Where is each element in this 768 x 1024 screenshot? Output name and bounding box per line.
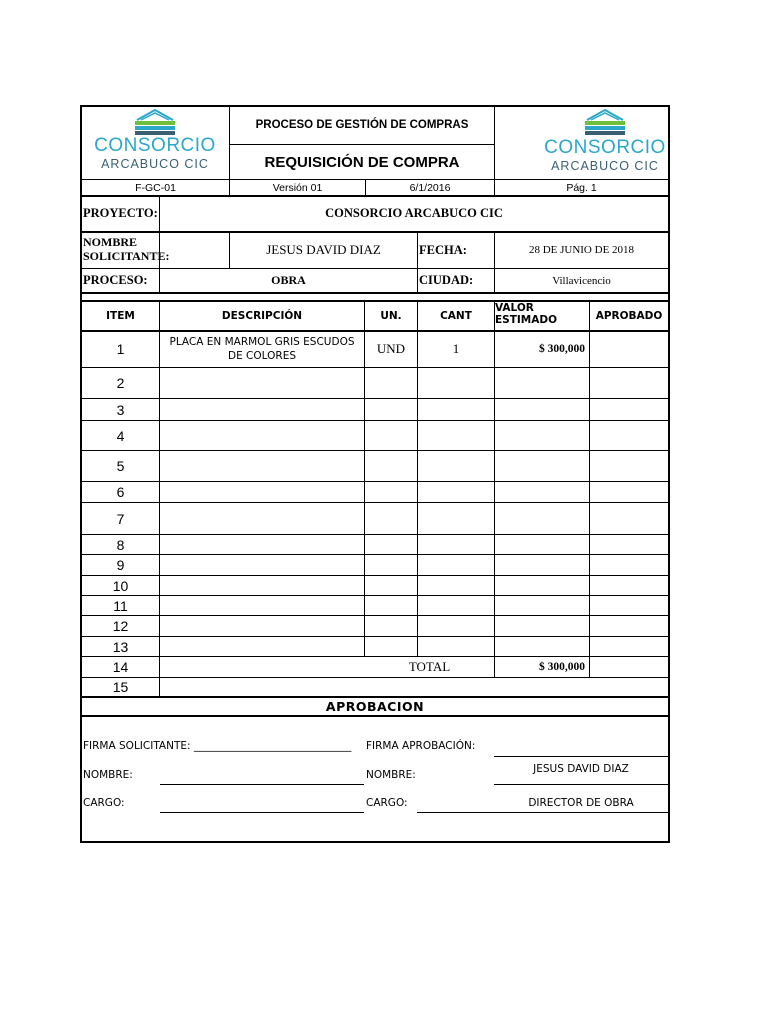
aprobador-cargo: DIRECTOR DE OBRA xyxy=(528,797,634,809)
fecha-value: 28 DE JUNIO DE 2018 xyxy=(528,244,635,256)
rule xyxy=(417,231,418,293)
table-row-descripcion xyxy=(160,335,364,367)
table-row-item: 6 xyxy=(116,484,125,500)
rule xyxy=(80,450,670,451)
table-row-item: 14 xyxy=(112,659,129,675)
rule xyxy=(80,398,670,399)
form-date: 6/1/2016 xyxy=(409,181,451,194)
approval-title: APROBACION xyxy=(325,698,425,714)
cargo-left-label: CARGO: xyxy=(83,797,125,809)
form-version: Versión 01 xyxy=(272,181,323,194)
nombre-left-label: NOMBRE: xyxy=(83,769,133,781)
nombre-label-line2: SOLICITANTE: xyxy=(83,249,170,263)
ciudad-value: Villavicencio xyxy=(552,274,611,287)
rule xyxy=(80,841,670,843)
firma-aprobacion-label: FIRMA APROBACIÓN: xyxy=(366,740,476,752)
table-row-un: UND xyxy=(376,341,406,356)
col-header-item: ITEM xyxy=(106,310,135,322)
table-row-item: 15 xyxy=(112,679,129,695)
proceso-label: PROCESO: xyxy=(83,273,148,287)
table-row-item: 1 xyxy=(116,341,125,357)
desc-line2: DE COLORES xyxy=(228,350,296,362)
page-number: Pág. 1 xyxy=(566,181,597,194)
table-row-item: 11 xyxy=(113,597,128,614)
rule xyxy=(80,554,670,555)
signature-line xyxy=(494,784,668,785)
nombre-label-line1: NOMBRE xyxy=(83,235,137,249)
proyecto-label: PROYECTO: xyxy=(83,206,158,220)
ciudad-label: CIUDAD: xyxy=(419,273,474,287)
rule xyxy=(80,534,670,535)
process-title: PROCESO DE GESTIÓN DE COMPRAS xyxy=(255,119,469,131)
logo-name-line1: CONSORCIO xyxy=(94,135,216,156)
desc-line1: PLACA EN MARMOL GRIS ESCUDOS xyxy=(169,336,355,348)
table-row-item: 2 xyxy=(116,375,125,391)
table-row-item: 3 xyxy=(116,401,125,418)
logo-name-line1: CONSORCIO xyxy=(544,137,666,158)
rule xyxy=(668,105,670,842)
rule xyxy=(80,636,670,637)
nombre-solicitante-label xyxy=(83,235,170,267)
table-row-item: 10 xyxy=(112,577,129,594)
valor-line2: ESTIMADO xyxy=(495,314,558,326)
col-header-aprobado: APROBADO xyxy=(595,310,663,322)
signature-line xyxy=(494,756,668,757)
valor-line1: VALOR xyxy=(495,302,534,314)
table-row-valor: $ 300,000 xyxy=(539,343,585,355)
table-row-item: 13 xyxy=(112,638,129,655)
rule xyxy=(80,367,670,368)
nombre-solicitante-value: JESUS DAVID DIAZ xyxy=(266,242,381,257)
table-row-item: 7 xyxy=(116,510,125,527)
rule xyxy=(159,677,160,696)
col-header-descripcion: DESCRIPCIÓN xyxy=(221,310,303,322)
logo-name-line2: ARCABUCO CIC xyxy=(551,159,659,173)
form-code: F-GC-01 xyxy=(135,181,176,194)
firma-solicitante-label: FIRMA SOLICITANTE: ______________________________ xyxy=(83,740,352,752)
table-row-cant: 1 xyxy=(452,341,460,356)
rule xyxy=(80,420,670,421)
signature-line xyxy=(160,784,364,785)
table-row-item: 12 xyxy=(112,618,129,634)
cargo-right-label: CARGO: xyxy=(366,797,408,809)
col-header-cant: CANT xyxy=(440,310,472,322)
rule xyxy=(80,292,670,294)
table-row-item: 9 xyxy=(116,557,125,573)
rule xyxy=(80,502,670,503)
company-logo-right xyxy=(532,106,678,178)
table-row-item: 8 xyxy=(116,536,125,553)
signature-line xyxy=(160,812,364,813)
table-row-item: 5 xyxy=(116,458,125,474)
fecha-label: FECHA: xyxy=(419,242,467,257)
aprobador-nombre: JESUS DAVID DIAZ xyxy=(533,763,629,775)
proceso-value: OBRA xyxy=(271,273,306,287)
logo-name-line2: ARCABUCO CIC xyxy=(101,157,209,171)
table-row-item: 4 xyxy=(116,427,125,444)
document-title: REQUISICIÓN DE COMPRA xyxy=(264,153,460,171)
rule xyxy=(80,595,670,596)
signature-line xyxy=(417,812,668,813)
total-value: $ 300,000 xyxy=(539,661,585,673)
nombre-right-label: NOMBRE: xyxy=(366,769,416,781)
rule xyxy=(80,481,670,482)
total-label: TOTAL xyxy=(408,659,451,674)
col-header-valor-estimado xyxy=(495,302,589,330)
rule xyxy=(80,715,670,717)
company-logo-left xyxy=(82,106,228,178)
proyecto-value: CONSORCIO ARCABUCO CIC xyxy=(325,206,503,220)
col-header-un: UN. xyxy=(380,310,402,322)
rule xyxy=(589,300,590,677)
rule xyxy=(80,677,670,678)
rule xyxy=(80,615,670,616)
rule xyxy=(80,575,670,576)
